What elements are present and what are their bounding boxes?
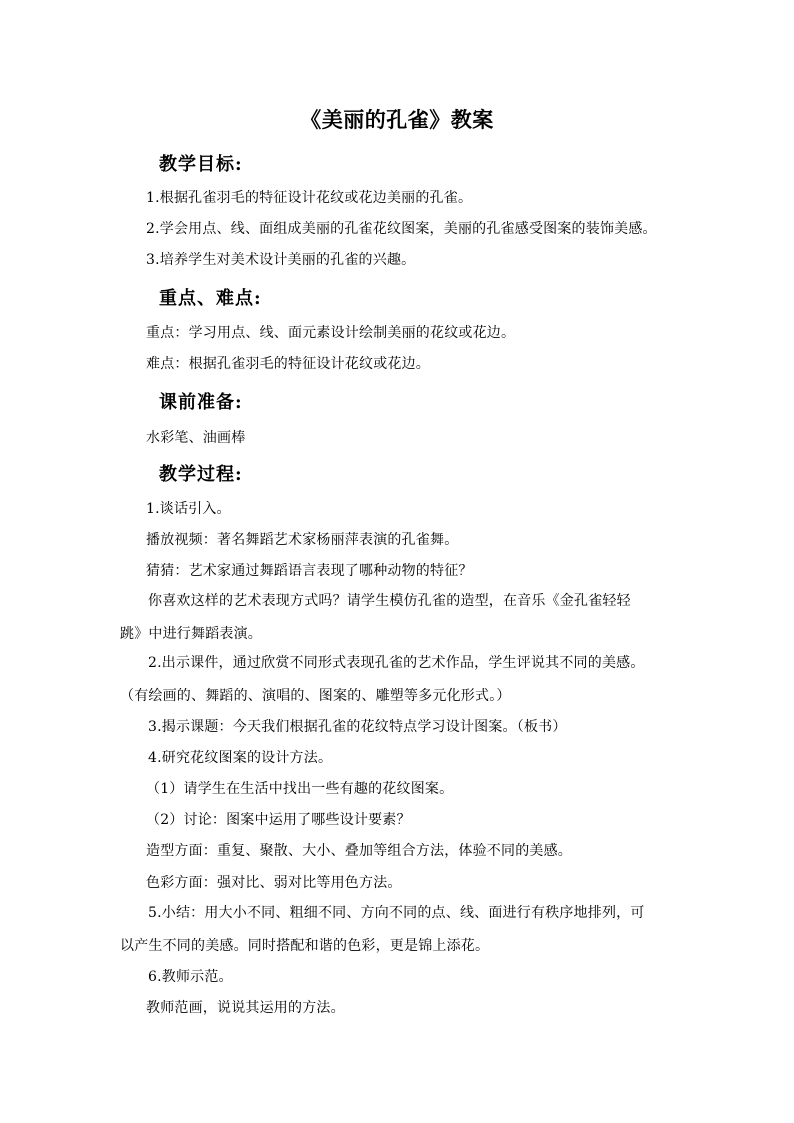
- process-item-10: 造型方面：重复、聚散、大小、叠加等组合方法，体验不同的美感。: [146, 843, 572, 859]
- process-item-4: 你喜欢这样的艺术表现方式吗？请学生模仿孔雀的造型，在音乐《金孔雀轻轻跳》中进行舞蹈表演。: [120, 593, 631, 642]
- document-title: 《美丽的孔雀》教案: [300, 107, 494, 132]
- heading-objectives: 教学目标:: [159, 154, 243, 175]
- key-point-item-1: 重点：学习用点、线、面元素设计绘制美丽的花纹或花边。: [146, 325, 516, 341]
- heading-process: 教学过程:: [159, 464, 243, 485]
- heading-preparation: 课前准备:: [159, 392, 243, 413]
- process-item-6: 3.揭示课题：今天我们根据孔雀的花纹特点学习设计图案。（板书）: [148, 719, 567, 735]
- process-item-2: 播放视频：著名舞蹈艺术家杨丽萍表演的孔雀舞。: [146, 532, 459, 548]
- process-item-7: 4.研究花纹图案的设计方法。: [148, 750, 333, 766]
- objective-item-2: 2.学会用点、线、面组成美丽的孔雀花纹图案，美丽的孔雀感受图案的装饰美感。: [146, 221, 657, 237]
- objective-item-1: 1.根据孔雀羽毛的特征设计花纹或花边美丽的孔雀。: [146, 190, 473, 206]
- process-item-8: （1）请学生在生活中找出一些有趣的花纹图案。: [146, 781, 454, 797]
- process-item-11: 色彩方面：强对比、弱对比等用色方法。: [146, 875, 402, 891]
- key-point-item-2: 难点：根据孔雀羽毛的特征设计花纹或花边。: [146, 356, 430, 372]
- process-item-12: 5.小结：用大小不同、粗细不同、方向不同的点、线、面进行有秩序地排列，可以产生不同的美感。同时搭配和谐的色彩，更是锦上添花。: [120, 905, 645, 954]
- process-item-3: 猜猜：艺术家通过舞蹈语言表现了哪种动物的特征？: [146, 563, 473, 579]
- process-item-13: 6.教师示范。: [148, 969, 233, 985]
- objective-item-3: 3.培养学生对美术设计美丽的孔雀的兴趣。: [146, 252, 416, 268]
- process-item-5: 2.出示课件，通过欣赏不同形式表现孔雀的艺术作品，学生评说其不同的美感。（有绘画的、舞蹈的、演唱的、图案的、雕塑等多元化形式。）: [120, 655, 645, 704]
- heading-key-points: 重点、难点:: [159, 288, 262, 309]
- process-item-14: 教师范画，说说其运用的方法。: [146, 1000, 345, 1016]
- preparation-item-1: 水彩笔、油画棒: [146, 430, 246, 446]
- process-item-9: （2）讨论：图案中运用了哪些设计要素？: [146, 812, 411, 828]
- process-item-1: 1.谈话引入。: [146, 501, 231, 517]
